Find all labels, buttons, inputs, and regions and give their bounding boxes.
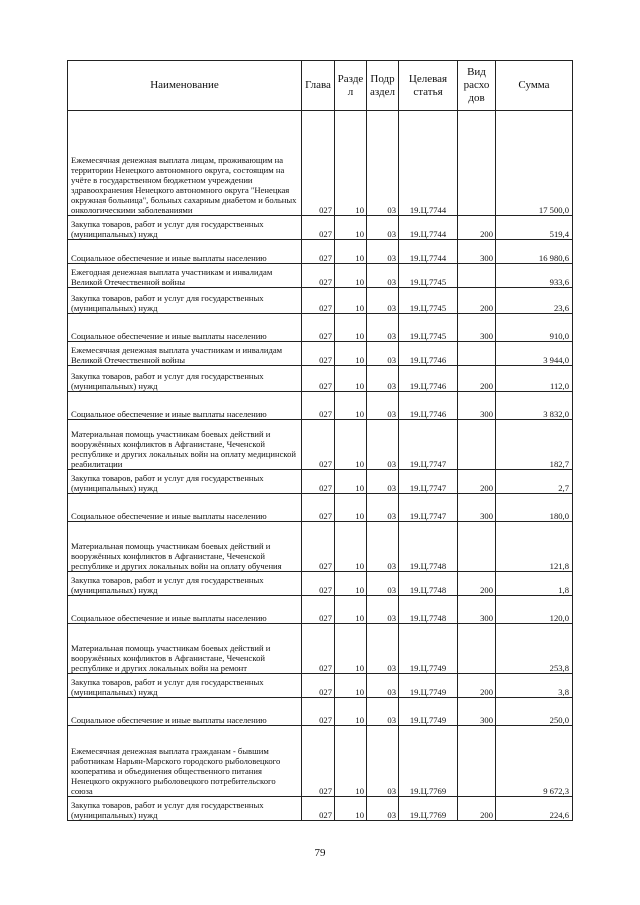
cell-name: Ежегодная денежная выплата участникам и инвалидам Великой Отечественной войны bbox=[68, 264, 302, 288]
cell-name: Ежемесячная денежная выплата гражданам - бывшим работникам Нарьян-Марского городского рыболовецкого кооператива и объединения общественного питания Ненецкого окружного рыболовецкого потребительского союза bbox=[68, 726, 302, 797]
cell-subsection: 03 bbox=[367, 342, 399, 366]
cell-target: 19.Ц.7748 bbox=[399, 596, 458, 624]
cell-amount: 121,8 bbox=[496, 522, 573, 572]
cell-target: 19.Ц.7749 bbox=[399, 624, 458, 674]
table-row bbox=[68, 522, 573, 572]
cell-expense-type: 200 bbox=[458, 216, 496, 240]
cell-expense-type bbox=[458, 342, 496, 366]
table-row bbox=[68, 420, 573, 470]
cell-amount: 182,7 bbox=[496, 420, 573, 470]
cell-chapter: 027 bbox=[302, 572, 335, 596]
table-row bbox=[68, 240, 573, 264]
cell-chapter: 027 bbox=[302, 288, 335, 314]
cell-section: 10 bbox=[335, 111, 367, 216]
cell-section: 10 bbox=[335, 420, 367, 470]
cell-target: 19.Ц.7748 bbox=[399, 522, 458, 572]
header-section: Разде л bbox=[335, 61, 367, 111]
table-row bbox=[68, 366, 573, 392]
table-row bbox=[68, 674, 573, 698]
cell-amount: 250,0 bbox=[496, 698, 573, 726]
cell-expense-type: 200 bbox=[458, 572, 496, 596]
cell-subsection: 03 bbox=[367, 240, 399, 264]
cell-amount: 180,0 bbox=[496, 494, 573, 522]
cell-amount: 253,8 bbox=[496, 624, 573, 674]
cell-subsection: 03 bbox=[367, 392, 399, 420]
cell-chapter: 027 bbox=[302, 494, 335, 522]
cell-subsection: 03 bbox=[367, 314, 399, 342]
cell-amount: 112,0 bbox=[496, 366, 573, 392]
cell-section: 10 bbox=[335, 342, 367, 366]
table-row bbox=[68, 624, 573, 674]
cell-section: 10 bbox=[335, 596, 367, 624]
cell-expense-type bbox=[458, 111, 496, 216]
cell-expense-type: 200 bbox=[458, 797, 496, 821]
cell-expense-type bbox=[458, 420, 496, 470]
table-row bbox=[68, 596, 573, 624]
cell-subsection: 03 bbox=[367, 726, 399, 797]
cell-subsection: 03 bbox=[367, 494, 399, 522]
cell-expense-type: 200 bbox=[458, 288, 496, 314]
cell-subsection: 03 bbox=[367, 624, 399, 674]
cell-section: 10 bbox=[335, 624, 367, 674]
cell-subsection: 03 bbox=[367, 522, 399, 572]
cell-target: 19.Ц.7744 bbox=[399, 240, 458, 264]
cell-chapter: 027 bbox=[302, 420, 335, 470]
cell-chapter: 027 bbox=[302, 698, 335, 726]
cell-amount: 519,4 bbox=[496, 216, 573, 240]
cell-chapter: 027 bbox=[302, 366, 335, 392]
cell-amount: 3 832,0 bbox=[496, 392, 573, 420]
cell-name: Социальное обеспечение и иные выплаты населению bbox=[68, 596, 302, 624]
table-row bbox=[68, 288, 573, 314]
cell-section: 10 bbox=[335, 470, 367, 494]
cell-name: Закупка товаров, работ и услуг для государственных (муниципальных) нужд bbox=[68, 797, 302, 821]
table-body bbox=[68, 111, 573, 821]
cell-name: Социальное обеспечение и иные выплаты населению bbox=[68, 698, 302, 726]
cell-expense-type: 200 bbox=[458, 674, 496, 698]
cell-section: 10 bbox=[335, 366, 367, 392]
header-target: Целевая статья bbox=[399, 61, 458, 111]
cell-target: 19.Ц.7745 bbox=[399, 264, 458, 288]
table-row bbox=[68, 342, 573, 366]
cell-section: 10 bbox=[335, 698, 367, 726]
cell-target: 19.Ц.7746 bbox=[399, 342, 458, 366]
cell-name: Социальное обеспечение и иные выплаты населению bbox=[68, 494, 302, 522]
table-row bbox=[68, 726, 573, 797]
cell-name: Закупка товаров, работ и услуг для государственных (муниципальных) нужд bbox=[68, 366, 302, 392]
cell-target: 19.Ц.7746 bbox=[399, 392, 458, 420]
cell-expense-type bbox=[458, 264, 496, 288]
table-row bbox=[68, 797, 573, 821]
cell-section: 10 bbox=[335, 494, 367, 522]
cell-expense-type: 200 bbox=[458, 366, 496, 392]
cell-expense-type: 300 bbox=[458, 392, 496, 420]
cell-amount: 120,0 bbox=[496, 596, 573, 624]
cell-expense-type: 300 bbox=[458, 314, 496, 342]
cell-expense-type: 300 bbox=[458, 240, 496, 264]
table-row bbox=[68, 494, 573, 522]
cell-amount: 910,0 bbox=[496, 314, 573, 342]
cell-target: 19.Ц.7749 bbox=[399, 674, 458, 698]
cell-section: 10 bbox=[335, 240, 367, 264]
cell-subsection: 03 bbox=[367, 797, 399, 821]
cell-name: Социальное обеспечение и иные выплаты населению bbox=[68, 240, 302, 264]
cell-name: Социальное обеспечение и иные выплаты населению bbox=[68, 314, 302, 342]
cell-subsection: 03 bbox=[367, 596, 399, 624]
table-row bbox=[68, 698, 573, 726]
header-amount: Сумма bbox=[496, 61, 573, 111]
table-row bbox=[68, 111, 573, 216]
table-row bbox=[68, 392, 573, 420]
table-row bbox=[68, 314, 573, 342]
cell-expense-type bbox=[458, 726, 496, 797]
cell-name: Закупка товаров, работ и услуг для государственных (муниципальных) нужд bbox=[68, 572, 302, 596]
cell-subsection: 03 bbox=[367, 674, 399, 698]
cell-target: 19.Ц.7747 bbox=[399, 420, 458, 470]
cell-chapter: 027 bbox=[302, 392, 335, 420]
cell-name: Материальная помощь участникам боевых действий и вооружённых конфликтов в Афганистане, Чеченской республике и других локальных войн на оплату обучения bbox=[68, 522, 302, 572]
table-header-row bbox=[68, 61, 573, 111]
cell-chapter: 027 bbox=[302, 624, 335, 674]
header-chapter: Глава bbox=[302, 61, 335, 111]
cell-expense-type: 200 bbox=[458, 470, 496, 494]
cell-name: Закупка товаров, работ и услуг для государственных (муниципальных) нужд bbox=[68, 674, 302, 698]
cell-expense-type bbox=[458, 624, 496, 674]
cell-expense-type bbox=[458, 522, 496, 572]
cell-subsection: 03 bbox=[367, 698, 399, 726]
header-expense-type: Вид расхо дов bbox=[458, 61, 496, 111]
budget-table bbox=[67, 60, 573, 821]
page-number: 79 bbox=[314, 847, 326, 859]
cell-target: 19.Ц.7749 bbox=[399, 698, 458, 726]
cell-subsection: 03 bbox=[367, 470, 399, 494]
cell-chapter: 027 bbox=[302, 111, 335, 216]
cell-chapter: 027 bbox=[302, 342, 335, 366]
cell-chapter: 027 bbox=[302, 726, 335, 797]
cell-target: 19.Ц.7748 bbox=[399, 572, 458, 596]
cell-chapter: 027 bbox=[302, 596, 335, 624]
cell-amount: 17 500,0 bbox=[496, 111, 573, 216]
cell-subsection: 03 bbox=[367, 216, 399, 240]
cell-name: Ежемесячная денежная выплата лицам, проживающим на территории Ненецкого автономного округа, состоящим на учёте в государственном бюджетном учреждении здравоохранения Ненецкого автономного округа "Ненецкая окружная больница", больных сахарным диабетом и больных онкологическими заболеваниями bbox=[68, 111, 302, 216]
cell-chapter: 027 bbox=[302, 314, 335, 342]
cell-expense-type: 300 bbox=[458, 494, 496, 522]
cell-target: 19.Ц.7745 bbox=[399, 314, 458, 342]
cell-section: 10 bbox=[335, 797, 367, 821]
cell-amount: 23,6 bbox=[496, 288, 573, 314]
cell-amount: 3 944,0 bbox=[496, 342, 573, 366]
cell-chapter: 027 bbox=[302, 674, 335, 698]
cell-subsection: 03 bbox=[367, 420, 399, 470]
cell-target: 19.Ц.7745 bbox=[399, 288, 458, 314]
cell-section: 10 bbox=[335, 314, 367, 342]
cell-amount: 16 980,6 bbox=[496, 240, 573, 264]
cell-expense-type: 300 bbox=[458, 596, 496, 624]
cell-section: 10 bbox=[335, 392, 367, 420]
cell-expense-type: 300 bbox=[458, 698, 496, 726]
cell-section: 10 bbox=[335, 288, 367, 314]
cell-target: 19.Ц.7769 bbox=[399, 726, 458, 797]
cell-chapter: 027 bbox=[302, 240, 335, 264]
cell-target: 19.Ц.7744 bbox=[399, 216, 458, 240]
cell-amount: 1,8 bbox=[496, 572, 573, 596]
cell-target: 19.Ц.7746 bbox=[399, 366, 458, 392]
cell-target: 19.Ц.7744 bbox=[399, 111, 458, 216]
cell-amount: 933,6 bbox=[496, 264, 573, 288]
cell-section: 10 bbox=[335, 216, 367, 240]
cell-subsection: 03 bbox=[367, 288, 399, 314]
cell-subsection: 03 bbox=[367, 572, 399, 596]
cell-section: 10 bbox=[335, 264, 367, 288]
cell-amount: 3,8 bbox=[496, 674, 573, 698]
cell-chapter: 027 bbox=[302, 216, 335, 240]
cell-section: 10 bbox=[335, 522, 367, 572]
budget-table-wrapper bbox=[67, 60, 572, 821]
cell-section: 10 bbox=[335, 726, 367, 797]
cell-chapter: 027 bbox=[302, 522, 335, 572]
table-row bbox=[68, 264, 573, 288]
header-name: Наименование bbox=[68, 61, 302, 111]
cell-name: Закупка товаров, работ и услуг для государственных (муниципальных) нужд bbox=[68, 288, 302, 314]
cell-section: 10 bbox=[335, 674, 367, 698]
cell-name: Закупка товаров, работ и услуг для государственных (муниципальных) нужд bbox=[68, 216, 302, 240]
cell-name: Материальная помощь участникам боевых действий и вооружённых конфликтов в Афганистане, Чеченской республике и других локальных войн на ремонт bbox=[68, 624, 302, 674]
table-row bbox=[68, 216, 573, 240]
cell-amount: 224,6 bbox=[496, 797, 573, 821]
cell-subsection: 03 bbox=[367, 366, 399, 392]
cell-name: Социальное обеспечение и иные выплаты населению bbox=[68, 392, 302, 420]
cell-name: Закупка товаров, работ и услуг для государственных (муниципальных) нужд bbox=[68, 470, 302, 494]
cell-target: 19.Ц.7747 bbox=[399, 494, 458, 522]
cell-amount: 2,7 bbox=[496, 470, 573, 494]
cell-amount: 9 672,3 bbox=[496, 726, 573, 797]
table-row bbox=[68, 470, 573, 494]
cell-target: 19.Ц.7769 bbox=[399, 797, 458, 821]
cell-subsection: 03 bbox=[367, 264, 399, 288]
cell-target: 19.Ц.7747 bbox=[399, 470, 458, 494]
cell-name: Ежемесячная денежная выплата участникам и инвалидам Великой Отечественной войны bbox=[68, 342, 302, 366]
cell-section: 10 bbox=[335, 572, 367, 596]
cell-chapter: 027 bbox=[302, 470, 335, 494]
cell-chapter: 027 bbox=[302, 797, 335, 821]
cell-chapter: 027 bbox=[302, 264, 335, 288]
table-row bbox=[68, 572, 573, 596]
cell-subsection: 03 bbox=[367, 111, 399, 216]
header-subsection: Подр аздел bbox=[367, 61, 399, 111]
cell-name: Материальная помощь участникам боевых действий и вооружённых конфликтов в Афганистане, Чеченской республике и других локальных войн на оплату медицинской реабилитации bbox=[68, 420, 302, 470]
